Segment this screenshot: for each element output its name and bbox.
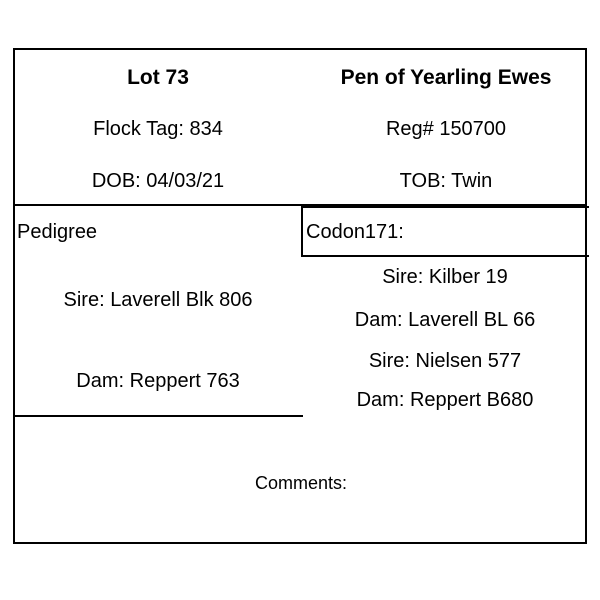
lot-number: Lot 73 [127,66,189,89]
pen-title: Pen of Yearling Ewes [340,66,552,89]
lineage-dam-2: Dam: Reppert B680 [356,389,534,411]
pedigree-sire: Sire: Laverell Blk 806 [63,289,253,311]
comments-label: Comments: [254,473,348,493]
registration-number: Reg# 150700 [385,118,507,140]
flock-tag: Flock Tag: 834 [93,118,223,140]
pedigree-divider [13,415,303,417]
pedigree-dam: Dam: Reppert 763 [76,370,240,392]
lineage-sire-2: Sire: Nielsen 577 [368,350,522,372]
date-of-birth: DOB: 04/03/21 [91,170,225,192]
lineage-dam-1: Dam: Laverell BL 66 [354,309,536,331]
pedigree-label: Pedigree [17,221,98,243]
type-of-birth: TOB: Twin [399,170,493,192]
codon-label: Codon171: [306,221,404,243]
lineage-sire-1: Sire: Kilber 19 [382,266,508,288]
